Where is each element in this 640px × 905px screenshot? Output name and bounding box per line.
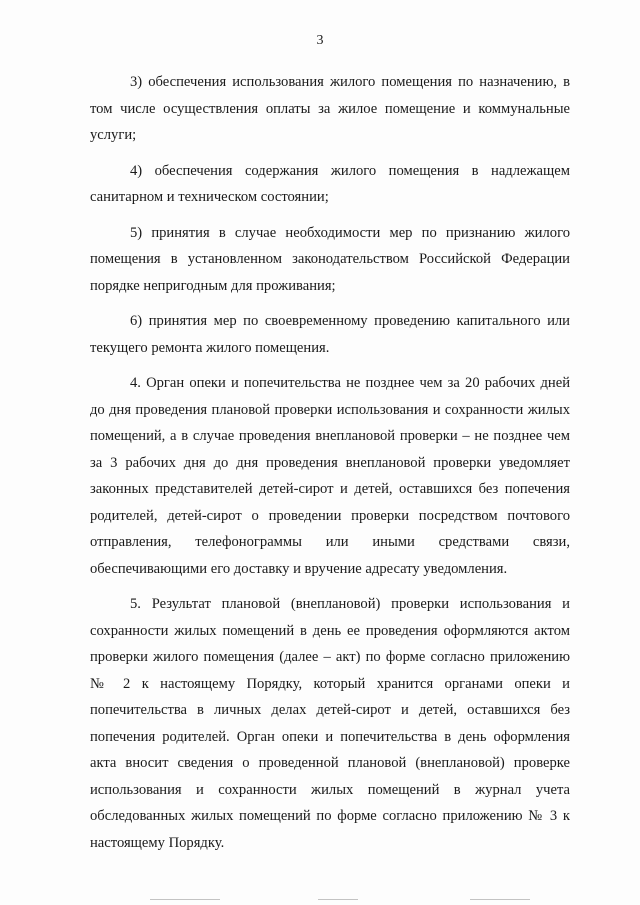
page-number: 3 — [316, 33, 324, 48]
scan-artifact-line — [150, 899, 220, 900]
paragraph-item-5: 5) принятия в случае необходимости мер по признанию жилого помещения в установленном законодательством Российской Федерации порядке непригодным для проживания; — [90, 224, 570, 294]
paragraph-item-6: 6) принятия мер по своевременному проведению капитального или текущего ремонта жилого помещения. — [90, 313, 570, 356]
paragraph-item-3: 3) обеспечения использования жилого помещения по назначению, в том числе осуществления оплаты за жилое помещение и коммунальные услуги; — [90, 74, 570, 143]
paragraph-section-5: 5. Результат плановой (внеплановой) проверки использования и сохранности жилых помещений в день ее проведения оформляются актом проверки жилого помещения (далее – акт) по форме согласно приложению № 2 к настоящему Порядку, который хранится органами опеки и попечительства в личных делах детей-сирот и детей, оставшихся без попечения родителей. Орган опеки и попечительства в день оформления акта вносит сведения о проведенной плановой (внеплановой) проверке использования и сохранности жилых помещений в журнал учета обследованных жилых помещений по форме согласно приложению № 3 к настоящему Порядку. — [90, 596, 570, 851]
document-body — [90, 69, 570, 856]
scan-artifact-line — [470, 899, 530, 900]
paragraph-section-4: 4. Орган опеки и попечительства не позднее чем за 20 рабочих дней до дня проведения плановой проверки использования и сохранности жилых помещений, а в случае проведения внеплановой проверки – не позднее чем за 3 рабочих дня до дня проведения внеплановой проверки уведомляет законных представителей детей-сирот и детей, оставшихся без попечения родителей, детей-сирот о проведении проверки посредством почтового отправления, телефонограммы или иными средствами связи, обеспечивающими его доставку и вручение адресату уведомления. — [90, 375, 570, 577]
scan-artifact-line — [318, 899, 358, 900]
paragraph-item-4: 4) обеспечения содержания жилого помещения в надлежащем санитарном и техническом состоянии; — [90, 162, 570, 205]
